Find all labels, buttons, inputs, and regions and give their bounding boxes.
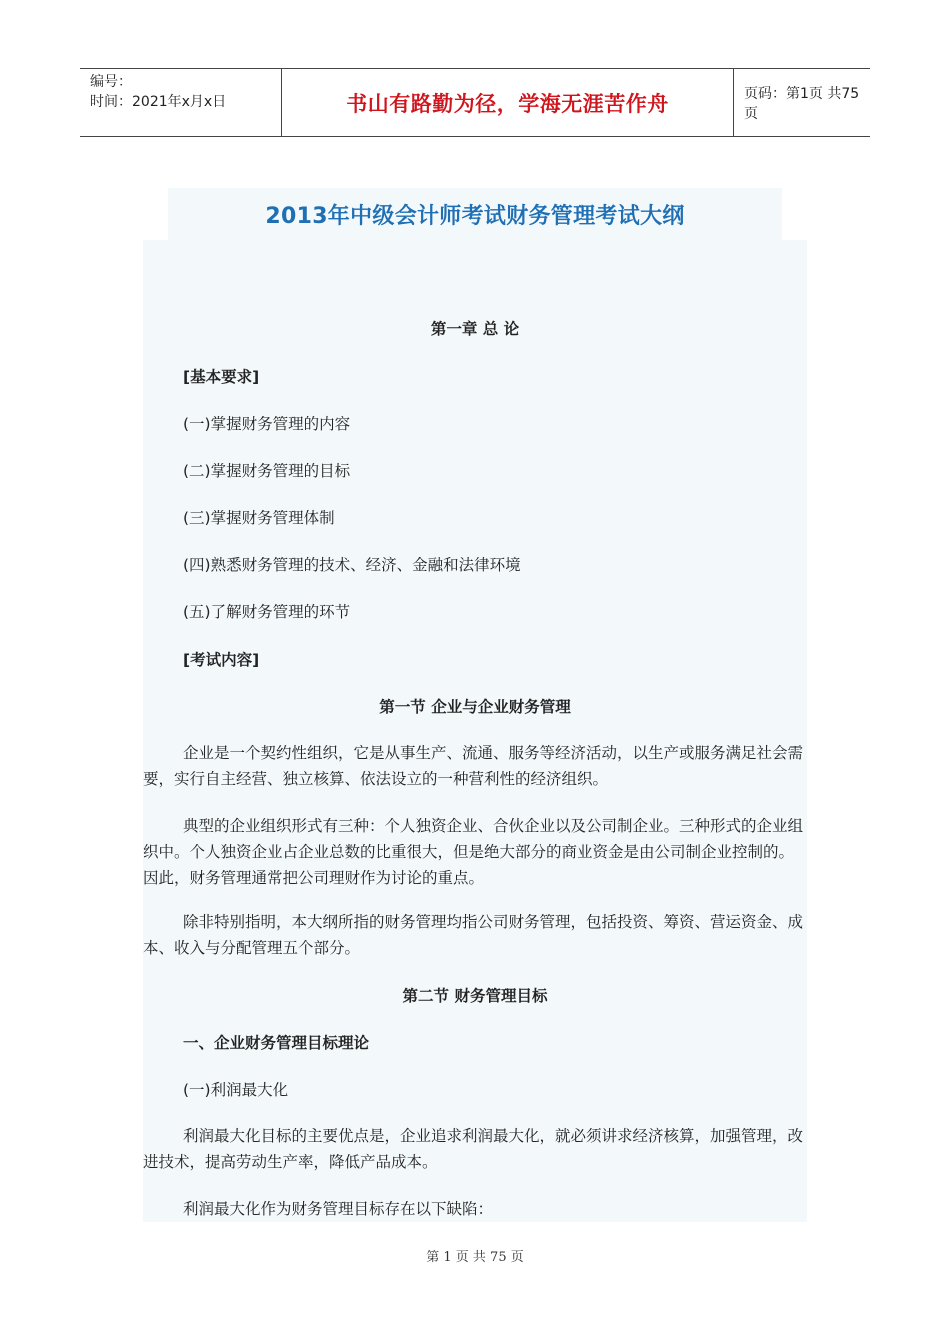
paragraph: 利润最大化作为财务管理目标存在以下缺陷： [183, 1200, 494, 1218]
basic-requirements-label: [基本要求] [183, 368, 260, 386]
paragraph: 企业是一个契约性组织，它是从事生产、流通、服务等经济活动，以生产或服务满足社会需要，实行自主经营、独立核算、依法设立的一种营利性的经济组织。 [143, 744, 804, 788]
requirement-item: (一)掌握财务管理的内容 [183, 415, 351, 433]
section-heading-2: 第二节 财务管理目标 [402, 987, 548, 1005]
list-item: (一)利润最大化 [183, 1081, 289, 1099]
header-meta [80, 69, 282, 136]
paragraph: 利润最大化目标的主要优点是，企业追求利润最大化，就必须讲求经济核算，加强管理，改进技术，提高劳动生产率，降低产品成本。 [143, 1127, 804, 1171]
chapter-heading: 第一章 总 论 [430, 320, 520, 338]
paragraph: 除非特别指明，本大纲所指的财务管理均指公司财务管理，包括投资、筹资、营运资金、成本、收入与分配管理五个部分。 [143, 913, 804, 957]
requirement-item: (二)掌握财务管理的目标 [183, 462, 351, 480]
paragraph: 典型的企业组织形式有三种：个人独资企业、合伙企业以及公司制企业。三种形式的企业组织中。个人独资企业占企业总数的比重很大，但是绝大部分的商业资金是由公司制企业控制的。因此，财务管理通常把公司理财作为讨论的重点。 [143, 817, 804, 887]
requirement-item: (四)熟悉财务管理的技术、经济、金融和法律环境 [183, 556, 521, 574]
requirement-item: (五)了解财务管理的环节 [183, 603, 351, 621]
section-heading-1: 第一节 企业与企业财务管理 [379, 698, 571, 716]
number-label: 编号： [90, 74, 132, 90]
document-title: 2013年中级会计师考试财务管理考试大纲 [265, 203, 685, 229]
page-footer: 第 1 页 共 75 页 [426, 1250, 524, 1265]
page-header [80, 68, 870, 137]
header-motto: 书山有路勤为径，学海无涯苦作舟 [282, 69, 734, 136]
requirement-item: (三)掌握财务管理体制 [183, 509, 335, 527]
content-panel [143, 240, 807, 1222]
time-label: 时间：2021年x月x日 [90, 94, 227, 110]
header-page-info: 页码：第1页 共75页 [744, 85, 860, 122]
exam-content-label: [考试内容] [183, 651, 260, 669]
subheading: 一、企业财务管理目标理论 [183, 1034, 370, 1052]
title-band [168, 188, 782, 240]
